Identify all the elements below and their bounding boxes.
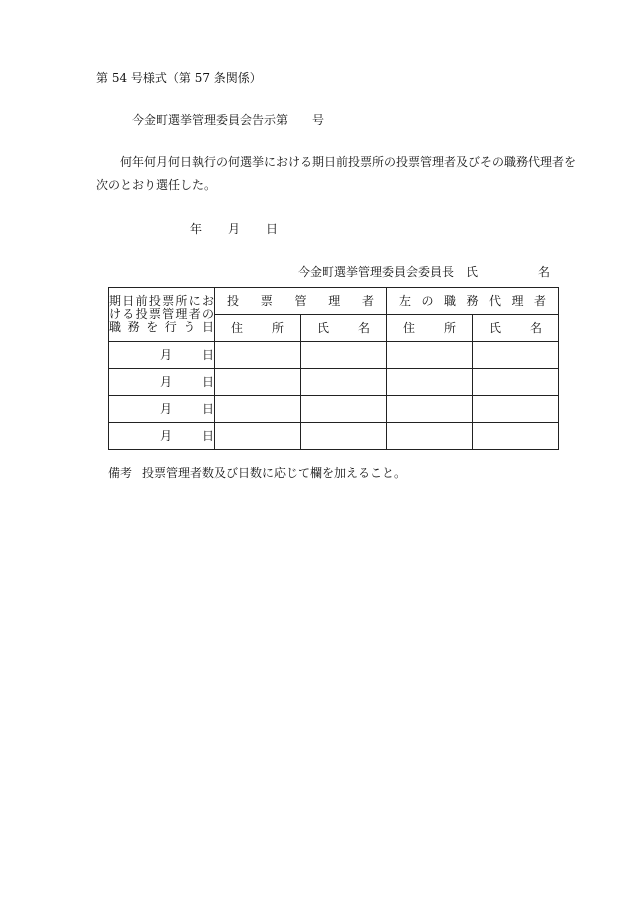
date-month: 月 <box>228 222 241 236</box>
manager-address-cell <box>215 423 301 450</box>
form-number: 第 54 号様式（第 57 条関係） <box>96 71 262 85</box>
manager-name-cell <box>301 396 387 423</box>
table-row <box>109 423 559 450</box>
notice-title: 今金町選挙管理委員会告示第 号 <box>132 113 325 127</box>
deputy-name-cell <box>473 342 559 369</box>
manager-header-char: 管 <box>294 293 307 308</box>
manager-header-char: 理 <box>328 293 341 308</box>
deputy-header-char: 者 <box>534 293 547 308</box>
deputy-header-char: 代 <box>489 293 502 308</box>
date-day: 日 <box>266 222 279 236</box>
header-char: 氏 <box>317 320 330 335</box>
date-cell <box>109 342 215 369</box>
period-header-line-2: ける投票管理者の <box>109 307 214 321</box>
day-label: 日 <box>201 347 214 362</box>
deputy-name-cell <box>473 423 559 450</box>
period-header-line-1: 期日前投票所にお <box>109 294 214 308</box>
deputy-address-cell <box>387 342 473 369</box>
manager-header <box>215 288 387 315</box>
appointment-table <box>108 287 559 450</box>
date-cell <box>109 369 215 396</box>
day-label: 日 <box>201 401 214 416</box>
manager-header-char: 票 <box>260 293 273 308</box>
manager-address-cell <box>215 396 301 423</box>
deputy-header-char: 左 <box>399 293 412 308</box>
manager-name-cell <box>301 342 387 369</box>
deputy-header-char: 務 <box>466 293 479 308</box>
table-row <box>109 369 559 396</box>
manager-header-char: 者 <box>362 293 375 308</box>
body-text-line-2: 次のとおり選任した。 <box>96 178 217 192</box>
body-text-line-1: 何年何月何日執行の何選挙における期日前投票所の投票管理者及びその職務代理者を <box>120 155 577 169</box>
date-cell <box>109 423 215 450</box>
date-year: 年 <box>190 222 203 236</box>
month-label: 月 <box>159 428 172 443</box>
deputy-name-cell <box>473 369 559 396</box>
deputy-header <box>387 288 559 315</box>
header-char: 所 <box>271 320 284 335</box>
deputy-name-cell <box>473 396 559 423</box>
deputy-header-char: 理 <box>511 293 524 308</box>
date-cell <box>109 396 215 423</box>
deputy-name-header <box>473 315 559 342</box>
day-label: 日 <box>201 428 214 443</box>
period-header <box>109 288 215 342</box>
date-line <box>190 222 278 236</box>
deputy-address-cell <box>387 396 473 423</box>
day-label: 日 <box>201 374 214 389</box>
header-char: 住 <box>231 320 244 335</box>
remarks-label: 備考 <box>108 466 133 480</box>
table-row <box>109 342 559 369</box>
deputy-header-char: の <box>421 293 434 308</box>
deputy-header-char: 職 <box>444 293 457 308</box>
manager-name-header <box>301 315 387 342</box>
month-label: 月 <box>159 401 172 416</box>
manager-address-header <box>215 315 301 342</box>
month-label: 月 <box>159 374 172 389</box>
manager-header-char: 投 <box>227 293 240 308</box>
manager-name-cell <box>301 423 387 450</box>
header-char: 所 <box>444 320 457 335</box>
month-label: 月 <box>159 347 172 362</box>
remarks <box>108 466 406 480</box>
signature-line: 今金町選挙管理委員会委員長 氏 名 <box>298 265 551 279</box>
header-char: 住 <box>403 320 416 335</box>
remarks-text: 投票管理者数及び日数に応じて欄を加えること。 <box>142 466 407 480</box>
deputy-address-header <box>387 315 473 342</box>
manager-address-cell <box>215 342 301 369</box>
header-char: 名 <box>358 320 371 335</box>
table-row <box>109 396 559 423</box>
manager-name-cell <box>301 369 387 396</box>
period-header-line-3: 職 務 を 行 う 日 <box>109 320 214 334</box>
manager-address-cell <box>215 369 301 396</box>
deputy-address-cell <box>387 369 473 396</box>
deputy-address-cell <box>387 423 473 450</box>
header-char: 名 <box>530 320 543 335</box>
header-char: 氏 <box>489 320 502 335</box>
